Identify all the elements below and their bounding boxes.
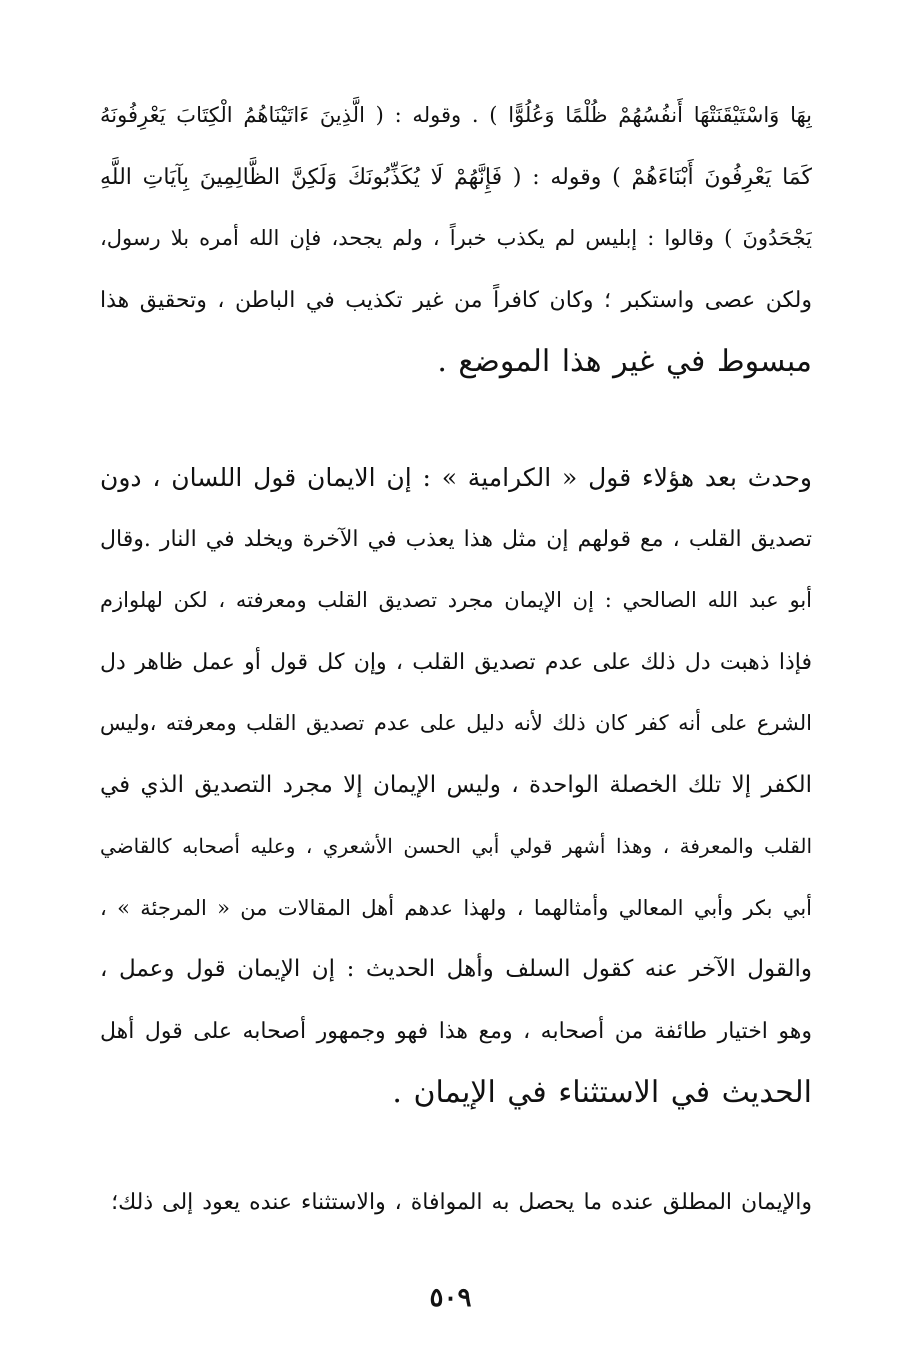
text-line: الشرع على أنه كفر كان ذلك لأنه دليل على عدم تصديق القلب ومعرفته ،وليس xyxy=(100,711,812,735)
paragraph-iman-mutlaq xyxy=(100,1172,812,1234)
text-line: تصديق القلب ، مع قولهم إن مثل هذا يعذب في الآخرة ويخلد في النار .وقال xyxy=(100,526,812,552)
text-line: وحدث بعد هؤلاء قول « الكرامية » : إن الايمان قول اللسان ، دون xyxy=(100,463,812,492)
text-line: فإذا ذهبت دل ذلك على عدم تصديق القلب ، وإن كل قول أو عمل ظاهر دل xyxy=(100,649,812,675)
text-line: والإيمان المطلق عنده ما يحصل به الموافاة ، والاستثناء عنده يعود إلى ذلك؛ xyxy=(111,1190,812,1215)
paragraph-quran-citations xyxy=(100,85,812,393)
text-line: يَجْحَدُونَ ) وقالوا : إبليس لم يكذب خبراً ، ولم يجحد، فإن الله أمره بلا رسول، xyxy=(100,226,812,250)
page-number: ٥٠٩ xyxy=(429,1283,472,1313)
text-line: أبي بكر وأبي المعالي وأمثالهما ، ولهذا عدهم أهل المقالات من « المرجئة » ، xyxy=(100,895,812,920)
text-line: القلب والمعرفة ، وهذا أشهر قولي أبي الحسن الأشعري ، وعليه أصحابه كالقاضي xyxy=(100,834,812,858)
text-line: أبو عبد الله الصالحي : إن الإيمان مجرد تصديق القلب ومعرفته ، لكن لهلوازم xyxy=(100,588,812,612)
text-line: ولكن عصى واستكبر ؛ وكان كافراً من غير تكذيب في الباطن ، وتحقيق هذا xyxy=(100,287,812,313)
text-line: والقول الآخر عنه كقول السلف وأهل الحديث : إن الإيمان قول وعمل ، xyxy=(100,956,812,982)
text-line: كَمَا يَعْرِفُونَ أَبْنَاءَهُمْ ) وقوله : ( فَإِنَّهُمْ لَا يُكَذِّبُونَكَ وَلَكِنَّ الظَّالِمِينَ بِآيَاتِ اللَّهِ xyxy=(100,164,812,190)
text-line: بِهَا وَاسْتَيْقَنَتْهَا أَنفُسُهُمْ ظُلْمًا وَعُلُوًّا ) . وقوله : ( الَّذِينَ ءَاتَيْنَاهُمُ الْكِتَابَ يَعْرِفُونَهُ xyxy=(100,103,812,127)
paragraph-karramiya xyxy=(100,447,812,1124)
text-line: مبسوط في غير هذا الموضع . xyxy=(437,344,812,379)
text-line: الكفر إلا تلك الخصلة الواحدة ، وليس الإيمان إلا مجرد التصديق الذي في xyxy=(100,771,812,798)
text-line: الحديث في الاستثناء في الإيمان . xyxy=(392,1075,812,1110)
text-line: وهو اختيار طائفة من أصحابه ، ومع هذا فهو وجمهور أصحابه على قول أهل xyxy=(100,1018,812,1044)
